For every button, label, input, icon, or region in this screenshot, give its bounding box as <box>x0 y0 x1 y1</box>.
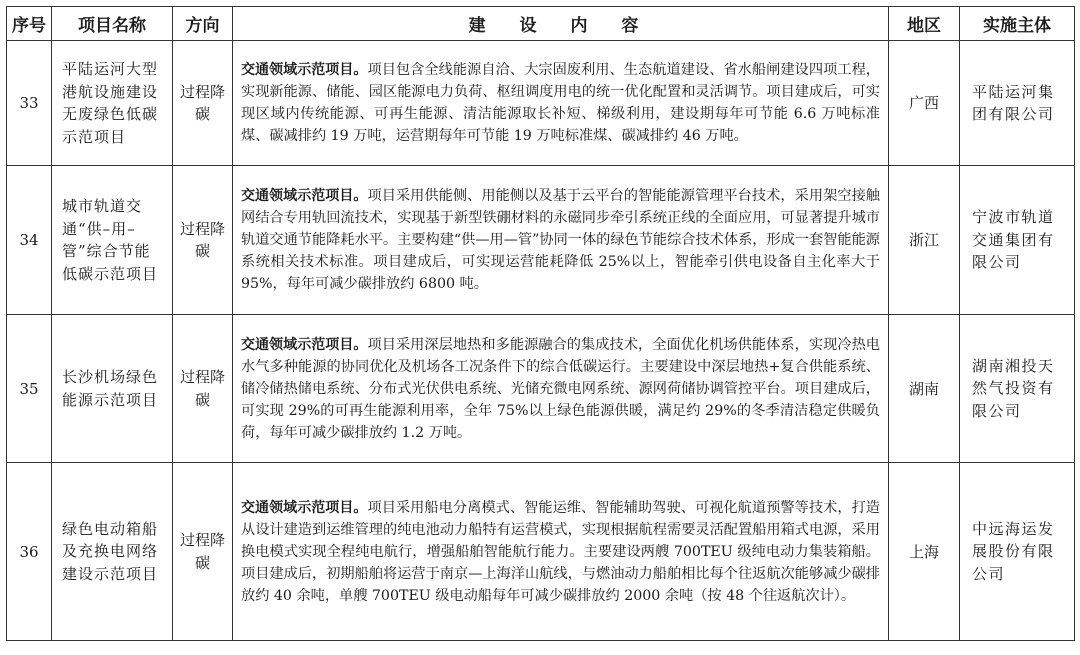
project-content <box>233 166 889 315</box>
content-text: 项目采用深层地热和多能源融合的集成技术，全面优化机场供能体系，实现冷热电水气多种能源的协同优化及机场各工况条件下的综合低碳运行。主要建设中深层地热+复合供能系统、储冷储热储电系统、分布式光伏供电系统、光储充微电网系统、源网荷储协调管控平台。项目建成后，可实现 29%的可再生能源利用率，全年 75%以上绿色能源供暖，满足约 29%的冬季清洁稳定供暖负荷，每年可减少碳排放约 1.2 万吨。 <box>241 336 880 441</box>
project-direction: 过程降碳 <box>173 41 233 166</box>
table-row <box>7 166 1075 315</box>
project-name: 平陆运河大型港航设施建设无废绿色低碳示范项目 <box>52 41 173 166</box>
project-content <box>233 463 889 641</box>
table-header-row <box>7 7 1075 41</box>
header-name: 项目名称 <box>52 7 173 41</box>
header-direction: 方向 <box>173 7 233 41</box>
project-owner: 湖南湘投天然气投资有限公司 <box>960 315 1075 463</box>
project-table <box>6 6 1075 641</box>
project-region: 湖南 <box>889 315 960 463</box>
header-content: 建 设 内 容 <box>233 7 889 41</box>
content-lead: 交通领域示范项目。 <box>241 188 368 204</box>
content-lead: 交通领域示范项目。 <box>241 499 368 516</box>
row-number: 33 <box>7 41 52 166</box>
header-owner: 实施主体 <box>960 7 1075 41</box>
project-content <box>233 315 889 463</box>
project-content <box>233 41 889 166</box>
row-number: 35 <box>7 315 52 463</box>
content-text: 项目采用供能侧、用能侧以及基于云平台的智能能源管理平台技术，采用架空接触网结合专用轨回流技术，实现基于新型铁硼材料的永磁同步牵引系统正线的全面应用，可显著提升城市轨道交通节能降耗水平。主要构建“供—用—管”协同一体的绿色节能综合技术体系，形成一套智能能源系统相关技术标准。项目建成后，可实现运营能耗降低 25%以上，智能牵引供电设备自主化率大于 95%，每年可减少碳排放约 6800 吨。 <box>241 188 880 292</box>
project-direction: 过程降碳 <box>173 463 233 641</box>
project-region: 上海 <box>889 463 960 641</box>
table-row <box>7 315 1075 463</box>
content-lead: 交通领域示范项目。 <box>241 336 368 353</box>
content-lead: 交通领域示范项目。 <box>241 62 368 78</box>
project-region: 浙江 <box>889 166 960 315</box>
content-text: 项目包含全线能源自洽、大宗固废利用、生态航道建设、省水船闸建设四项工程，实现新能源、储能、园区能源电力负荷、枢纽调度用电的统一优化配置和灵活调节。项目建成后，可实现区域内传统能源、可再生能源、清洁能源取长补短、梯级利用，建设期每年可节能 6.6 万吨标准煤、碳减排约 19 万吨，运营期每年可节能 19 万吨标准煤、碳减排约 46 万吨。 <box>241 62 880 144</box>
project-owner: 平陆运河集团有限公司 <box>960 41 1075 166</box>
project-name: 绿色电动箱船及充换电网络建设示范项目 <box>52 463 173 641</box>
table-row <box>7 463 1075 641</box>
content-text: 项目采用船电分离模式、智能运维、智能辅助驾驶、可视化航道预警等技术，打造从设计建造到运维管理的纯电池动力船特有运营模式，实现根据航程需要灵活配置船用箱式电源，采用换电模式实现全程纯电航行，增强船舶智能航行能力。主要建设两艘 700TEU 级纯电动力集装箱船。项目建成后，初期船舶将运营于南京—上海洋山航线，与燃油动力船舶相比每个往返航次能够减少碳排放约 40 余吨，单艘 700TEU 级电动船每年可减少碳排放约 2000 余吨（按 48 个往返航次计）。 <box>241 499 880 604</box>
header-no: 序号 <box>7 7 52 41</box>
project-direction: 过程降碳 <box>173 315 233 463</box>
project-direction: 过程降碳 <box>173 166 233 315</box>
header-region: 地区 <box>889 7 960 41</box>
project-table-container <box>6 6 1074 641</box>
project-owner: 宁波市轨道交通集团有限公司 <box>960 166 1075 315</box>
row-number: 34 <box>7 166 52 315</box>
project-owner: 中远海运发展股份有限公司 <box>960 463 1075 641</box>
table-row <box>7 41 1075 166</box>
row-number: 36 <box>7 463 52 641</box>
project-name: 城市轨道交通“供–用–管”综合节能低碳示范项目 <box>52 166 173 315</box>
project-region: 广西 <box>889 41 960 166</box>
project-name: 长沙机场绿色能源示范项目 <box>52 315 173 463</box>
